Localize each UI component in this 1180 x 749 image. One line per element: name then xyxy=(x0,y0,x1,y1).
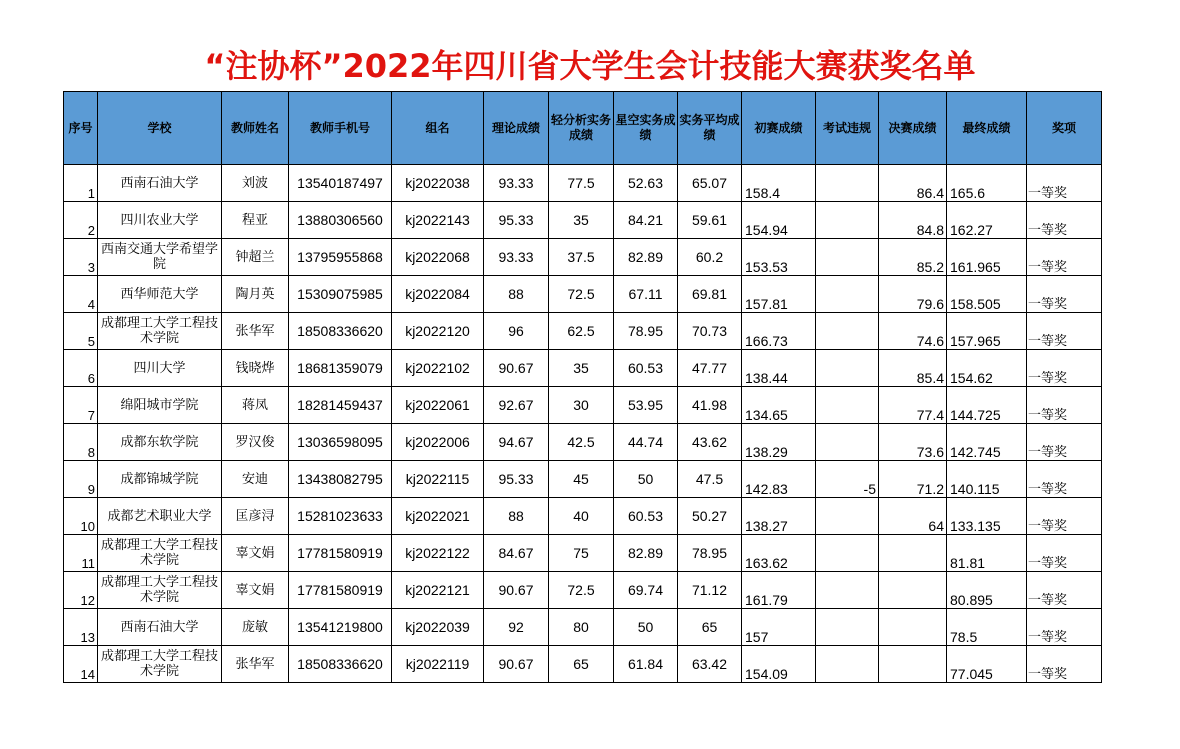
group-cell: kj2022115 xyxy=(392,461,484,498)
table-row xyxy=(64,535,1102,572)
violation-cell xyxy=(816,202,879,239)
practice-avg-cell: 65 xyxy=(678,609,742,646)
award-table xyxy=(63,91,1102,683)
row-index: 10 xyxy=(64,498,98,535)
prelim-score-cell: 157.81 xyxy=(742,276,816,313)
light-analysis-score-cell: 80 xyxy=(549,609,614,646)
group-cell: kj2022121 xyxy=(392,572,484,609)
row-index: 6 xyxy=(64,350,98,387)
group-cell: kj2022122 xyxy=(392,535,484,572)
star-score-cell: 67.11 xyxy=(614,276,678,313)
final-score-cell: 74.6 xyxy=(879,313,947,350)
school-cell: 西南交通大学希望学院 xyxy=(98,239,222,276)
group-cell: kj2022039 xyxy=(392,609,484,646)
col-header-final: 决赛成绩 xyxy=(879,92,947,165)
light-analysis-score-cell: 40 xyxy=(549,498,614,535)
group-cell: kj2022143 xyxy=(392,202,484,239)
teacher-name-cell: 庞敏 xyxy=(222,609,289,646)
total-score-cell: 77.045 xyxy=(947,646,1027,683)
group-cell: kj2022061 xyxy=(392,387,484,424)
award-cell: 一等奖 xyxy=(1027,461,1102,498)
award-cell: 一等奖 xyxy=(1027,313,1102,350)
prelim-score-cell: 157 xyxy=(742,609,816,646)
col-header-star: 星空实务成绩 xyxy=(614,92,678,165)
col-header-light: 轻分析实务成绩 xyxy=(549,92,614,165)
school-cell: 绵阳城市学院 xyxy=(98,387,222,424)
theory-score-cell: 90.67 xyxy=(484,572,549,609)
award-cell: 一等奖 xyxy=(1027,165,1102,202)
teacher-name-cell: 辜文娟 xyxy=(222,535,289,572)
table-row xyxy=(64,350,1102,387)
star-score-cell: 69.74 xyxy=(614,572,678,609)
group-cell: kj2022119 xyxy=(392,646,484,683)
table-row xyxy=(64,202,1102,239)
practice-avg-cell: 43.62 xyxy=(678,424,742,461)
group-cell: kj2022038 xyxy=(392,165,484,202)
prelim-score-cell: 138.27 xyxy=(742,498,816,535)
award-cell: 一等奖 xyxy=(1027,424,1102,461)
group-cell: kj2022068 xyxy=(392,239,484,276)
teacher-name-cell: 刘波 xyxy=(222,165,289,202)
school-cell: 成都东软学院 xyxy=(98,424,222,461)
total-score-cell: 157.965 xyxy=(947,313,1027,350)
light-analysis-score-cell: 35 xyxy=(549,350,614,387)
row-index: 7 xyxy=(64,387,98,424)
table-row xyxy=(64,313,1102,350)
practice-avg-cell: 60.2 xyxy=(678,239,742,276)
total-score-cell: 78.5 xyxy=(947,609,1027,646)
table-row xyxy=(64,461,1102,498)
row-index: 3 xyxy=(64,239,98,276)
award-cell: 一等奖 xyxy=(1027,572,1102,609)
row-index: 4 xyxy=(64,276,98,313)
phone-cell: 13541219800 xyxy=(289,609,392,646)
col-header-avg: 实务平均成绩 xyxy=(678,92,742,165)
group-cell: kj2022120 xyxy=(392,313,484,350)
final-score-cell: 85.4 xyxy=(879,350,947,387)
school-cell: 成都锦城学院 xyxy=(98,461,222,498)
table-row xyxy=(64,239,1102,276)
theory-score-cell: 93.33 xyxy=(484,165,549,202)
prelim-score-cell: 138.44 xyxy=(742,350,816,387)
phone-cell: 13036598095 xyxy=(289,424,392,461)
total-score-cell: 80.895 xyxy=(947,572,1027,609)
light-analysis-score-cell: 77.5 xyxy=(549,165,614,202)
school-cell: 成都理工大学工程技术学院 xyxy=(98,646,222,683)
practice-avg-cell: 59.61 xyxy=(678,202,742,239)
col-header-phone: 教师手机号 xyxy=(289,92,392,165)
star-score-cell: 53.95 xyxy=(614,387,678,424)
star-score-cell: 82.89 xyxy=(614,535,678,572)
final-score-cell: 64 xyxy=(879,498,947,535)
light-analysis-score-cell: 72.5 xyxy=(549,276,614,313)
phone-cell: 15309075985 xyxy=(289,276,392,313)
row-index: 8 xyxy=(64,424,98,461)
page-title: “注协杯”2022年四川省大学生会计技能大赛获奖名单 xyxy=(204,47,976,85)
award-cell: 一等奖 xyxy=(1027,609,1102,646)
violation-cell xyxy=(816,387,879,424)
phone-cell: 13540187497 xyxy=(289,165,392,202)
group-cell: kj2022021 xyxy=(392,498,484,535)
star-score-cell: 78.95 xyxy=(614,313,678,350)
teacher-name-cell: 钟超兰 xyxy=(222,239,289,276)
final-score-cell xyxy=(879,535,947,572)
total-score-cell: 165.6 xyxy=(947,165,1027,202)
final-score-cell xyxy=(879,572,947,609)
total-score-cell: 81.81 xyxy=(947,535,1027,572)
row-index: 11 xyxy=(64,535,98,572)
award-cell: 一等奖 xyxy=(1027,350,1102,387)
phone-cell: 13880306560 xyxy=(289,202,392,239)
phone-cell: 13795955868 xyxy=(289,239,392,276)
prelim-score-cell: 163.62 xyxy=(742,535,816,572)
award-cell: 一等奖 xyxy=(1027,276,1102,313)
total-score-cell: 144.725 xyxy=(947,387,1027,424)
table-row xyxy=(64,498,1102,535)
award-cell: 一等奖 xyxy=(1027,498,1102,535)
table-row xyxy=(64,276,1102,313)
table-row xyxy=(64,165,1102,202)
light-analysis-score-cell: 37.5 xyxy=(549,239,614,276)
phone-cell: 13438082795 xyxy=(289,461,392,498)
light-analysis-score-cell: 35 xyxy=(549,202,614,239)
teacher-name-cell: 张华军 xyxy=(222,313,289,350)
practice-avg-cell: 78.95 xyxy=(678,535,742,572)
final-score-cell: 71.2 xyxy=(879,461,947,498)
total-score-cell: 140.115 xyxy=(947,461,1027,498)
violation-cell xyxy=(816,535,879,572)
violation-cell xyxy=(816,498,879,535)
theory-score-cell: 92 xyxy=(484,609,549,646)
star-score-cell: 84.21 xyxy=(614,202,678,239)
total-score-cell: 133.135 xyxy=(947,498,1027,535)
prelim-score-cell: 158.4 xyxy=(742,165,816,202)
violation-cell xyxy=(816,313,879,350)
violation-cell xyxy=(816,646,879,683)
school-cell: 成都艺术职业大学 xyxy=(98,498,222,535)
light-analysis-score-cell: 42.5 xyxy=(549,424,614,461)
total-score-cell: 161.965 xyxy=(947,239,1027,276)
row-index: 12 xyxy=(64,572,98,609)
light-analysis-score-cell: 62.5 xyxy=(549,313,614,350)
school-cell: 四川大学 xyxy=(98,350,222,387)
total-score-cell: 158.505 xyxy=(947,276,1027,313)
theory-score-cell: 88 xyxy=(484,276,549,313)
row-index: 13 xyxy=(64,609,98,646)
table-row xyxy=(64,646,1102,683)
row-index: 2 xyxy=(64,202,98,239)
col-header-index: 序号 xyxy=(64,92,98,165)
final-score-cell: 73.6 xyxy=(879,424,947,461)
violation-cell xyxy=(816,572,879,609)
final-score-cell: 85.2 xyxy=(879,239,947,276)
award-cell: 一等奖 xyxy=(1027,239,1102,276)
prelim-score-cell: 134.65 xyxy=(742,387,816,424)
school-cell: 四川农业大学 xyxy=(98,202,222,239)
star-score-cell: 60.53 xyxy=(614,350,678,387)
col-header-prelim: 初赛成绩 xyxy=(742,92,816,165)
total-score-cell: 154.62 xyxy=(947,350,1027,387)
teacher-name-cell: 安迪 xyxy=(222,461,289,498)
practice-avg-cell: 71.12 xyxy=(678,572,742,609)
award-cell: 一等奖 xyxy=(1027,535,1102,572)
violation-cell xyxy=(816,276,879,313)
light-analysis-score-cell: 75 xyxy=(549,535,614,572)
practice-avg-cell: 47.77 xyxy=(678,350,742,387)
phone-cell: 17781580919 xyxy=(289,535,392,572)
table-row xyxy=(64,387,1102,424)
star-score-cell: 44.74 xyxy=(614,424,678,461)
prelim-score-cell: 142.83 xyxy=(742,461,816,498)
col-header-theory: 理论成绩 xyxy=(484,92,549,165)
row-index: 1 xyxy=(64,165,98,202)
teacher-name-cell: 辜文娟 xyxy=(222,572,289,609)
violation-cell xyxy=(816,350,879,387)
violation-cell: -5 xyxy=(816,461,879,498)
practice-avg-cell: 65.07 xyxy=(678,165,742,202)
practice-avg-cell: 50.27 xyxy=(678,498,742,535)
star-score-cell: 50 xyxy=(614,461,678,498)
final-score-cell: 84.8 xyxy=(879,202,947,239)
star-score-cell: 50 xyxy=(614,609,678,646)
award-cell: 一等奖 xyxy=(1027,646,1102,683)
school-cell: 西华师范大学 xyxy=(98,276,222,313)
theory-score-cell: 92.67 xyxy=(484,387,549,424)
final-score-cell: 79.6 xyxy=(879,276,947,313)
school-cell: 西南石油大学 xyxy=(98,165,222,202)
prelim-score-cell: 161.79 xyxy=(742,572,816,609)
phone-cell: 17781580919 xyxy=(289,572,392,609)
col-header-total: 最终成绩 xyxy=(947,92,1027,165)
practice-avg-cell: 70.73 xyxy=(678,313,742,350)
col-header-teacher: 教师姓名 xyxy=(222,92,289,165)
table-row xyxy=(64,424,1102,461)
light-analysis-score-cell: 72.5 xyxy=(549,572,614,609)
final-score-cell xyxy=(879,646,947,683)
prelim-score-cell: 154.94 xyxy=(742,202,816,239)
header-row xyxy=(64,92,1102,165)
phone-cell: 18681359079 xyxy=(289,350,392,387)
teacher-name-cell: 蒋凤 xyxy=(222,387,289,424)
school-cell: 成都理工大学工程技术学院 xyxy=(98,572,222,609)
prelim-score-cell: 166.73 xyxy=(742,313,816,350)
light-analysis-score-cell: 30 xyxy=(549,387,614,424)
violation-cell xyxy=(816,424,879,461)
teacher-name-cell: 罗汉俊 xyxy=(222,424,289,461)
violation-cell xyxy=(816,165,879,202)
teacher-name-cell: 陶月英 xyxy=(222,276,289,313)
total-score-cell: 142.745 xyxy=(947,424,1027,461)
theory-score-cell: 95.33 xyxy=(484,202,549,239)
practice-avg-cell: 69.81 xyxy=(678,276,742,313)
teacher-name-cell: 匡彦浔 xyxy=(222,498,289,535)
star-score-cell: 61.84 xyxy=(614,646,678,683)
group-cell: kj2022006 xyxy=(392,424,484,461)
theory-score-cell: 88 xyxy=(484,498,549,535)
school-cell: 成都理工大学工程技术学院 xyxy=(98,535,222,572)
row-index: 5 xyxy=(64,313,98,350)
group-cell: kj2022102 xyxy=(392,350,484,387)
teacher-name-cell: 钱晓烨 xyxy=(222,350,289,387)
practice-avg-cell: 63.42 xyxy=(678,646,742,683)
theory-score-cell: 90.67 xyxy=(484,646,549,683)
light-analysis-score-cell: 65 xyxy=(549,646,614,683)
phone-cell: 18281459437 xyxy=(289,387,392,424)
final-score-cell: 77.4 xyxy=(879,387,947,424)
practice-avg-cell: 47.5 xyxy=(678,461,742,498)
phone-cell: 18508336620 xyxy=(289,646,392,683)
col-header-school: 学校 xyxy=(98,92,222,165)
theory-score-cell: 96 xyxy=(484,313,549,350)
light-analysis-score-cell: 45 xyxy=(549,461,614,498)
prelim-score-cell: 153.53 xyxy=(742,239,816,276)
violation-cell xyxy=(816,609,879,646)
col-header-award: 奖项 xyxy=(1027,92,1102,165)
table-row xyxy=(64,572,1102,609)
theory-score-cell: 84.67 xyxy=(484,535,549,572)
violation-cell xyxy=(816,239,879,276)
star-score-cell: 52.63 xyxy=(614,165,678,202)
table-row xyxy=(64,609,1102,646)
school-cell: 西南石油大学 xyxy=(98,609,222,646)
phone-cell: 18508336620 xyxy=(289,313,392,350)
theory-score-cell: 95.33 xyxy=(484,461,549,498)
total-score-cell: 162.27 xyxy=(947,202,1027,239)
prelim-score-cell: 138.29 xyxy=(742,424,816,461)
col-header-violation: 考试违规 xyxy=(816,92,879,165)
star-score-cell: 60.53 xyxy=(614,498,678,535)
phone-cell: 15281023633 xyxy=(289,498,392,535)
practice-avg-cell: 41.98 xyxy=(678,387,742,424)
theory-score-cell: 93.33 xyxy=(484,239,549,276)
final-score-cell: 86.4 xyxy=(879,165,947,202)
col-header-group: 组名 xyxy=(392,92,484,165)
award-cell: 一等奖 xyxy=(1027,387,1102,424)
prelim-score-cell: 154.09 xyxy=(742,646,816,683)
row-index: 9 xyxy=(64,461,98,498)
table-body xyxy=(64,165,1102,683)
award-cell: 一等奖 xyxy=(1027,202,1102,239)
theory-score-cell: 90.67 xyxy=(484,350,549,387)
theory-score-cell: 94.67 xyxy=(484,424,549,461)
teacher-name-cell: 程亚 xyxy=(222,202,289,239)
star-score-cell: 82.89 xyxy=(614,239,678,276)
row-index: 14 xyxy=(64,646,98,683)
group-cell: kj2022084 xyxy=(392,276,484,313)
final-score-cell xyxy=(879,609,947,646)
school-cell: 成都理工大学工程技术学院 xyxy=(98,313,222,350)
teacher-name-cell: 张华军 xyxy=(222,646,289,683)
